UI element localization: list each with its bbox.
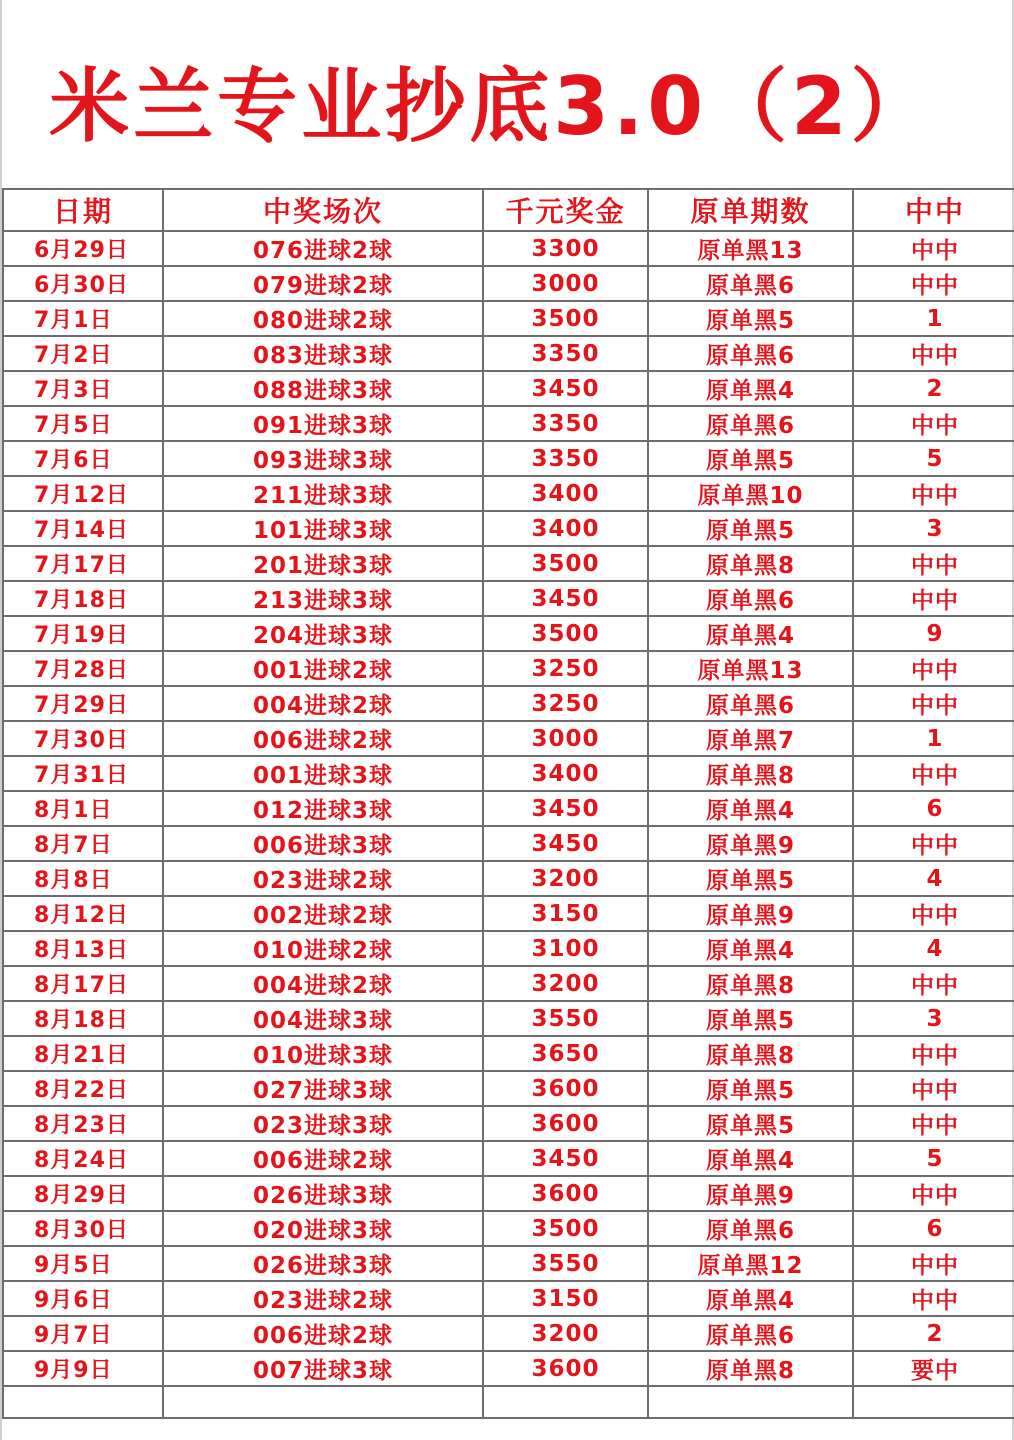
prize-cell: 3400	[483, 511, 648, 546]
date-cell: 7月30日	[3, 721, 163, 756]
table-row	[3, 336, 1014, 371]
result-cell: 中中	[853, 546, 1014, 581]
table-row	[3, 1001, 1014, 1036]
result-cell: 中中	[853, 231, 1014, 266]
table-row	[3, 546, 1014, 581]
result-cell: 中中	[853, 1106, 1014, 1141]
prize-cell: 3200	[483, 966, 648, 1001]
match-cell: 101进球3球	[163, 511, 483, 546]
match-cell: 076进球2球	[163, 231, 483, 266]
header-date: 日期	[3, 189, 163, 231]
match-cell: 026进球3球	[163, 1176, 483, 1211]
issue-cell: 原单黑5	[648, 441, 853, 476]
prize-cell: 3350	[483, 441, 648, 476]
prize-cell: 3250	[483, 651, 648, 686]
prize-cell: 3450	[483, 371, 648, 406]
prize-cell: 3450	[483, 791, 648, 826]
match-cell: 201进球3球	[163, 546, 483, 581]
header-result: 中中	[853, 189, 1014, 231]
table-row	[3, 616, 1014, 651]
date-cell: 7月19日	[3, 616, 163, 651]
empty-cell	[648, 1386, 853, 1418]
result-cell: 2	[853, 1316, 1014, 1351]
issue-cell: 原单黑4	[648, 1281, 853, 1316]
prize-cell: 3350	[483, 406, 648, 441]
header-prize: 千元奖金	[483, 189, 648, 231]
table-row	[3, 826, 1014, 861]
result-cell: 中中	[853, 1036, 1014, 1071]
date-cell: 7月12日	[3, 476, 163, 511]
table-row	[3, 266, 1014, 301]
issue-cell: 原单黑5	[648, 511, 853, 546]
date-cell: 8月12日	[3, 896, 163, 931]
prize-cell: 3450	[483, 1141, 648, 1176]
result-cell: 5	[853, 1141, 1014, 1176]
issue-cell: 原单黑10	[648, 476, 853, 511]
table-row	[3, 1316, 1014, 1351]
date-cell: 8月17日	[3, 966, 163, 1001]
table-row	[3, 1036, 1014, 1071]
prize-cell: 3450	[483, 581, 648, 616]
table-row	[3, 231, 1014, 266]
table-row	[3, 861, 1014, 896]
table-row	[3, 721, 1014, 756]
issue-cell: 原单黑7	[648, 721, 853, 756]
prize-cell: 3600	[483, 1106, 648, 1141]
result-cell: 1	[853, 721, 1014, 756]
match-cell: 002进球2球	[163, 896, 483, 931]
empty-cell	[853, 1386, 1014, 1418]
prize-cell: 3550	[483, 1246, 648, 1281]
result-cell: 中中	[853, 896, 1014, 931]
date-cell: 7月6日	[3, 441, 163, 476]
issue-cell: 原单黑8	[648, 966, 853, 1001]
result-cell: 中中	[853, 1281, 1014, 1316]
result-cell: 3	[853, 511, 1014, 546]
date-cell: 7月18日	[3, 581, 163, 616]
table-row	[3, 896, 1014, 931]
result-cell: 中中	[853, 966, 1014, 1001]
prize-cell: 3500	[483, 1211, 648, 1246]
match-cell: 023进球2球	[163, 861, 483, 896]
date-cell: 9月9日	[3, 1351, 163, 1386]
table-row	[3, 651, 1014, 686]
table-row	[3, 1106, 1014, 1141]
date-cell: 7月29日	[3, 686, 163, 721]
result-cell: 中中	[853, 336, 1014, 371]
table-row	[3, 581, 1014, 616]
prize-cell: 3400	[483, 756, 648, 791]
empty-cell	[3, 1386, 163, 1418]
date-cell: 7月3日	[3, 371, 163, 406]
prize-cell: 3500	[483, 546, 648, 581]
match-cell: 010进球2球	[163, 931, 483, 966]
table-row	[3, 1281, 1014, 1316]
issue-cell: 原单黑9	[648, 896, 853, 931]
issue-cell: 原单黑4	[648, 616, 853, 651]
match-cell: 006进球2球	[163, 1141, 483, 1176]
match-cell: 023进球2球	[163, 1281, 483, 1316]
date-cell: 8月18日	[3, 1001, 163, 1036]
table-row	[3, 441, 1014, 476]
result-cell: 中中	[853, 1246, 1014, 1281]
match-cell: 012进球3球	[163, 791, 483, 826]
prize-cell: 3500	[483, 301, 648, 336]
match-cell: 006进球2球	[163, 721, 483, 756]
prize-cell: 3600	[483, 1071, 648, 1106]
issue-cell: 原单黑4	[648, 931, 853, 966]
prize-cell: 3000	[483, 266, 648, 301]
issue-cell: 原单黑9	[648, 826, 853, 861]
match-cell: 001进球2球	[163, 651, 483, 686]
result-cell: 1	[853, 301, 1014, 336]
date-cell: 7月1日	[3, 301, 163, 336]
match-cell: 006进球2球	[163, 1316, 483, 1351]
prize-cell: 3100	[483, 931, 648, 966]
table-row	[3, 371, 1014, 406]
table-row	[3, 476, 1014, 511]
date-cell: 8月13日	[3, 931, 163, 966]
header-row	[3, 189, 1014, 231]
results-table	[2, 188, 1014, 1419]
table-row	[3, 686, 1014, 721]
prize-cell: 3650	[483, 1036, 648, 1071]
issue-cell: 原单黑8	[648, 1036, 853, 1071]
date-cell: 8月24日	[3, 1141, 163, 1176]
issue-cell: 原单黑6	[648, 406, 853, 441]
issue-cell: 原单黑13	[648, 231, 853, 266]
table-row	[3, 1246, 1014, 1281]
issue-cell: 原单黑6	[648, 581, 853, 616]
issue-cell: 原单黑8	[648, 1351, 853, 1386]
empty-cell	[483, 1386, 648, 1418]
date-cell: 8月22日	[3, 1071, 163, 1106]
issue-cell: 原单黑5	[648, 1001, 853, 1036]
match-cell: 020进球3球	[163, 1211, 483, 1246]
result-cell: 6	[853, 1211, 1014, 1246]
match-cell: 004进球2球	[163, 686, 483, 721]
match-cell: 091进球3球	[163, 406, 483, 441]
date-cell: 8月30日	[3, 1211, 163, 1246]
date-cell: 9月5日	[3, 1246, 163, 1281]
prize-cell: 3150	[483, 1281, 648, 1316]
issue-cell: 原单黑5	[648, 301, 853, 336]
date-cell: 7月31日	[3, 756, 163, 791]
issue-cell: 原单黑9	[648, 1176, 853, 1211]
date-cell: 7月14日	[3, 511, 163, 546]
issue-cell: 原单黑6	[648, 1211, 853, 1246]
match-cell: 204进球3球	[163, 616, 483, 651]
date-cell: 7月28日	[3, 651, 163, 686]
issue-cell: 原单黑4	[648, 371, 853, 406]
date-cell: 8月21日	[3, 1036, 163, 1071]
match-cell: 001进球3球	[163, 756, 483, 791]
result-cell: 中中	[853, 1071, 1014, 1106]
result-cell: 中中	[853, 406, 1014, 441]
result-cell: 4	[853, 861, 1014, 896]
prize-cell: 3350	[483, 336, 648, 371]
date-cell: 6月29日	[3, 231, 163, 266]
result-cell: 要中	[853, 1351, 1014, 1386]
date-cell: 8月8日	[3, 861, 163, 896]
match-cell: 023进球3球	[163, 1106, 483, 1141]
page-title: 米兰专业抄底3.0（2）	[49, 60, 935, 153]
match-cell: 211进球3球	[163, 476, 483, 511]
empty-cell	[163, 1386, 483, 1418]
issue-cell: 原单黑8	[648, 546, 853, 581]
match-cell: 093进球3球	[163, 441, 483, 476]
table-row	[3, 406, 1014, 441]
prize-cell: 3000	[483, 721, 648, 756]
issue-cell: 原单黑4	[648, 791, 853, 826]
result-cell: 中中	[853, 826, 1014, 861]
match-cell: 026进球3球	[163, 1246, 483, 1281]
match-cell: 006进球3球	[163, 826, 483, 861]
issue-cell: 原单黑12	[648, 1246, 853, 1281]
prize-cell: 3300	[483, 231, 648, 266]
date-cell: 8月29日	[3, 1176, 163, 1211]
result-cell: 9	[853, 616, 1014, 651]
issue-cell: 原单黑6	[648, 266, 853, 301]
result-cell: 3	[853, 1001, 1014, 1036]
match-cell: 083进球3球	[163, 336, 483, 371]
issue-cell: 原单黑6	[648, 686, 853, 721]
match-cell: 010进球3球	[163, 1036, 483, 1071]
match-cell: 007进球3球	[163, 1351, 483, 1386]
match-cell: 079进球2球	[163, 266, 483, 301]
table-row	[3, 966, 1014, 1001]
table-row	[3, 1176, 1014, 1211]
table-row	[3, 1211, 1014, 1246]
date-cell: 9月6日	[3, 1281, 163, 1316]
issue-cell: 原单黑5	[648, 1106, 853, 1141]
prize-cell: 3600	[483, 1351, 648, 1386]
result-cell: 中中	[853, 476, 1014, 511]
table-row	[3, 791, 1014, 826]
result-cell: 中中	[853, 756, 1014, 791]
empty-row	[3, 1386, 1014, 1418]
result-cell: 5	[853, 441, 1014, 476]
table-row	[3, 511, 1014, 546]
result-cell: 4	[853, 931, 1014, 966]
date-cell: 7月17日	[3, 546, 163, 581]
table-body	[3, 231, 1014, 1418]
date-cell: 7月5日	[3, 406, 163, 441]
table-row	[3, 1071, 1014, 1106]
prize-cell: 3600	[483, 1176, 648, 1211]
result-cell: 中中	[853, 686, 1014, 721]
issue-cell: 原单黑8	[648, 756, 853, 791]
result-cell: 2	[853, 371, 1014, 406]
table-row	[3, 1351, 1014, 1386]
prize-cell: 3200	[483, 861, 648, 896]
date-cell: 9月7日	[3, 1316, 163, 1351]
date-cell: 8月1日	[3, 791, 163, 826]
prize-cell: 3500	[483, 616, 648, 651]
prize-cell: 3250	[483, 686, 648, 721]
prize-cell: 3400	[483, 476, 648, 511]
date-cell: 7月2日	[3, 336, 163, 371]
result-cell: 中中	[853, 266, 1014, 301]
match-cell: 027进球3球	[163, 1071, 483, 1106]
prize-cell: 3150	[483, 896, 648, 931]
table-row	[3, 756, 1014, 791]
header-match: 中奖场次	[163, 189, 483, 231]
table-row	[3, 301, 1014, 336]
date-cell: 8月23日	[3, 1106, 163, 1141]
result-cell: 中中	[853, 581, 1014, 616]
table-row	[3, 1141, 1014, 1176]
issue-cell: 原单黑6	[648, 1316, 853, 1351]
issue-cell: 原单黑5	[648, 1071, 853, 1106]
issue-cell: 原单黑5	[648, 861, 853, 896]
date-cell: 6月30日	[3, 266, 163, 301]
result-cell: 6	[853, 791, 1014, 826]
match-cell: 213进球3球	[163, 581, 483, 616]
table-row	[3, 931, 1014, 966]
prize-cell: 3200	[483, 1316, 648, 1351]
issue-cell: 原单黑4	[648, 1141, 853, 1176]
match-cell: 080进球2球	[163, 301, 483, 336]
date-cell: 8月7日	[3, 826, 163, 861]
issue-cell: 原单黑6	[648, 336, 853, 371]
header-issue: 原单期数	[648, 189, 853, 231]
result-cell: 中中	[853, 1176, 1014, 1211]
prize-cell: 3450	[483, 826, 648, 861]
result-cell: 中中	[853, 651, 1014, 686]
match-cell: 004进球3球	[163, 1001, 483, 1036]
match-cell: 004进球2球	[163, 966, 483, 1001]
prize-cell: 3550	[483, 1001, 648, 1036]
issue-cell: 原单黑13	[648, 651, 853, 686]
match-cell: 088进球3球	[163, 371, 483, 406]
